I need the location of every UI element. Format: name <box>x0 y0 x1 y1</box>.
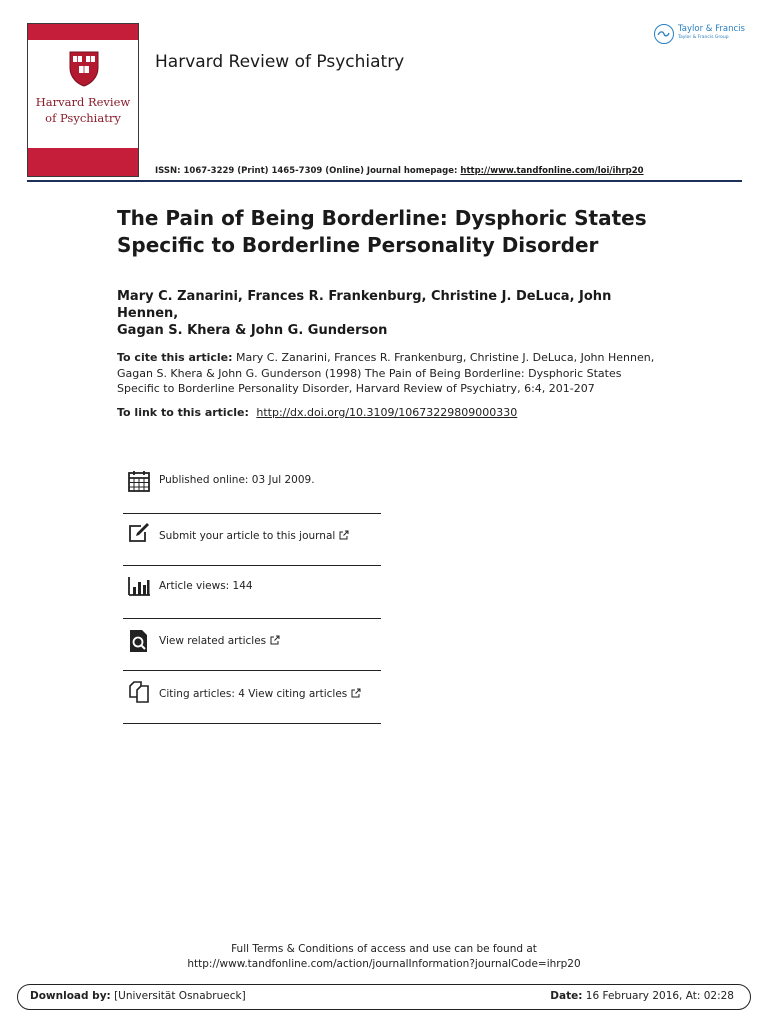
cover-top-band <box>28 24 138 40</box>
download-info: Download by: [Universität Osnabrueck] <box>30 990 246 1002</box>
published-row <box>123 462 381 514</box>
external-link-icon <box>351 688 361 698</box>
doi-link[interactable]: http://dx.doi.org/10.3109/10673229809000330 <box>256 406 518 419</box>
download-date: Date: 16 February 2016, At: 02:28 <box>550 990 734 1002</box>
publisher-name: Taylor & Francis <box>678 24 745 34</box>
terms-url[interactable]: http://www.tandfonline.com/action/journalInformation?journalCode=ihrp20 <box>187 958 581 970</box>
article-title: The Pain of Being Borderline: Dysphoric States Specific to Borderline Personality Disorder <box>117 206 647 257</box>
header-rule <box>27 180 742 182</box>
cite-label: To cite this article: <box>117 351 233 364</box>
download-footer <box>17 984 751 1010</box>
external-link-icon <box>270 635 280 645</box>
submit-row[interactable] <box>123 514 381 566</box>
article-link-line <box>117 406 517 419</box>
edit-icon <box>127 521 151 545</box>
row-divider <box>123 723 381 724</box>
link-label: To link to this article: <box>117 406 249 419</box>
harvard-shield-icon <box>68 50 100 88</box>
article-views: Article views: 144 <box>159 580 253 592</box>
citing-documents-icon <box>127 680 151 704</box>
citing-row[interactable] <box>123 672 381 724</box>
cover-bottom-band <box>28 148 138 176</box>
terms-notice: Full Terms & Conditions of access and use can be found at http://www.tandfonline.com/action/journalInformation?journalCode=ihrp20 <box>150 942 618 972</box>
journal-cover <box>27 23 139 177</box>
cover-title: Harvard Review of Psychiatry <box>35 95 131 125</box>
related-articles-link[interactable]: View related articles <box>159 635 280 647</box>
issn-line <box>155 166 644 176</box>
row-divider <box>123 670 381 671</box>
publisher-group: Taylor & Francis Group <box>678 35 729 40</box>
citing-articles-link[interactable]: Citing articles: 4 View citing articles <box>159 688 361 700</box>
article-authors: Mary C. Zanarini, Frances R. Frankenburg, Christine J. DeLuca, John Hennen, Gagan S. Khera & John G. Gunderson <box>117 289 612 338</box>
related-search-icon <box>127 629 151 653</box>
citation-block: To cite this article: Mary C. Zanarini, Frances R. Frankenburg, Christine J. DeLuca, John Hennen, Gagan S. Khera & John G. Gunderson (1998) The Pain of Being Borderline: Dysphoric States Specific to Borderline Personality Disorder, Harvard Review of Psychiatry, 6:4, 201-207 <box>117 351 655 395</box>
views-row <box>123 566 381 618</box>
external-link-icon <box>339 530 349 540</box>
published-date: Published online: 03 Jul 2009. <box>159 474 315 486</box>
journal-homepage-link[interactable]: http://www.tandfonline.com/loi/ihrp20 <box>460 166 644 176</box>
related-row[interactable] <box>123 619 381 671</box>
calendar-icon <box>127 469 151 493</box>
tf-wave-icon <box>654 24 674 44</box>
submit-link[interactable]: Submit your article to this journal <box>159 530 349 542</box>
bar-chart-icon <box>127 574 151 598</box>
issn-text: ISSN: 1067-3229 (Print) 1465-7309 (Online) Journal homepage: <box>155 166 458 176</box>
publisher-logo[interactable] <box>654 22 754 46</box>
journal-name: Harvard Review of Psychiatry <box>155 52 405 72</box>
